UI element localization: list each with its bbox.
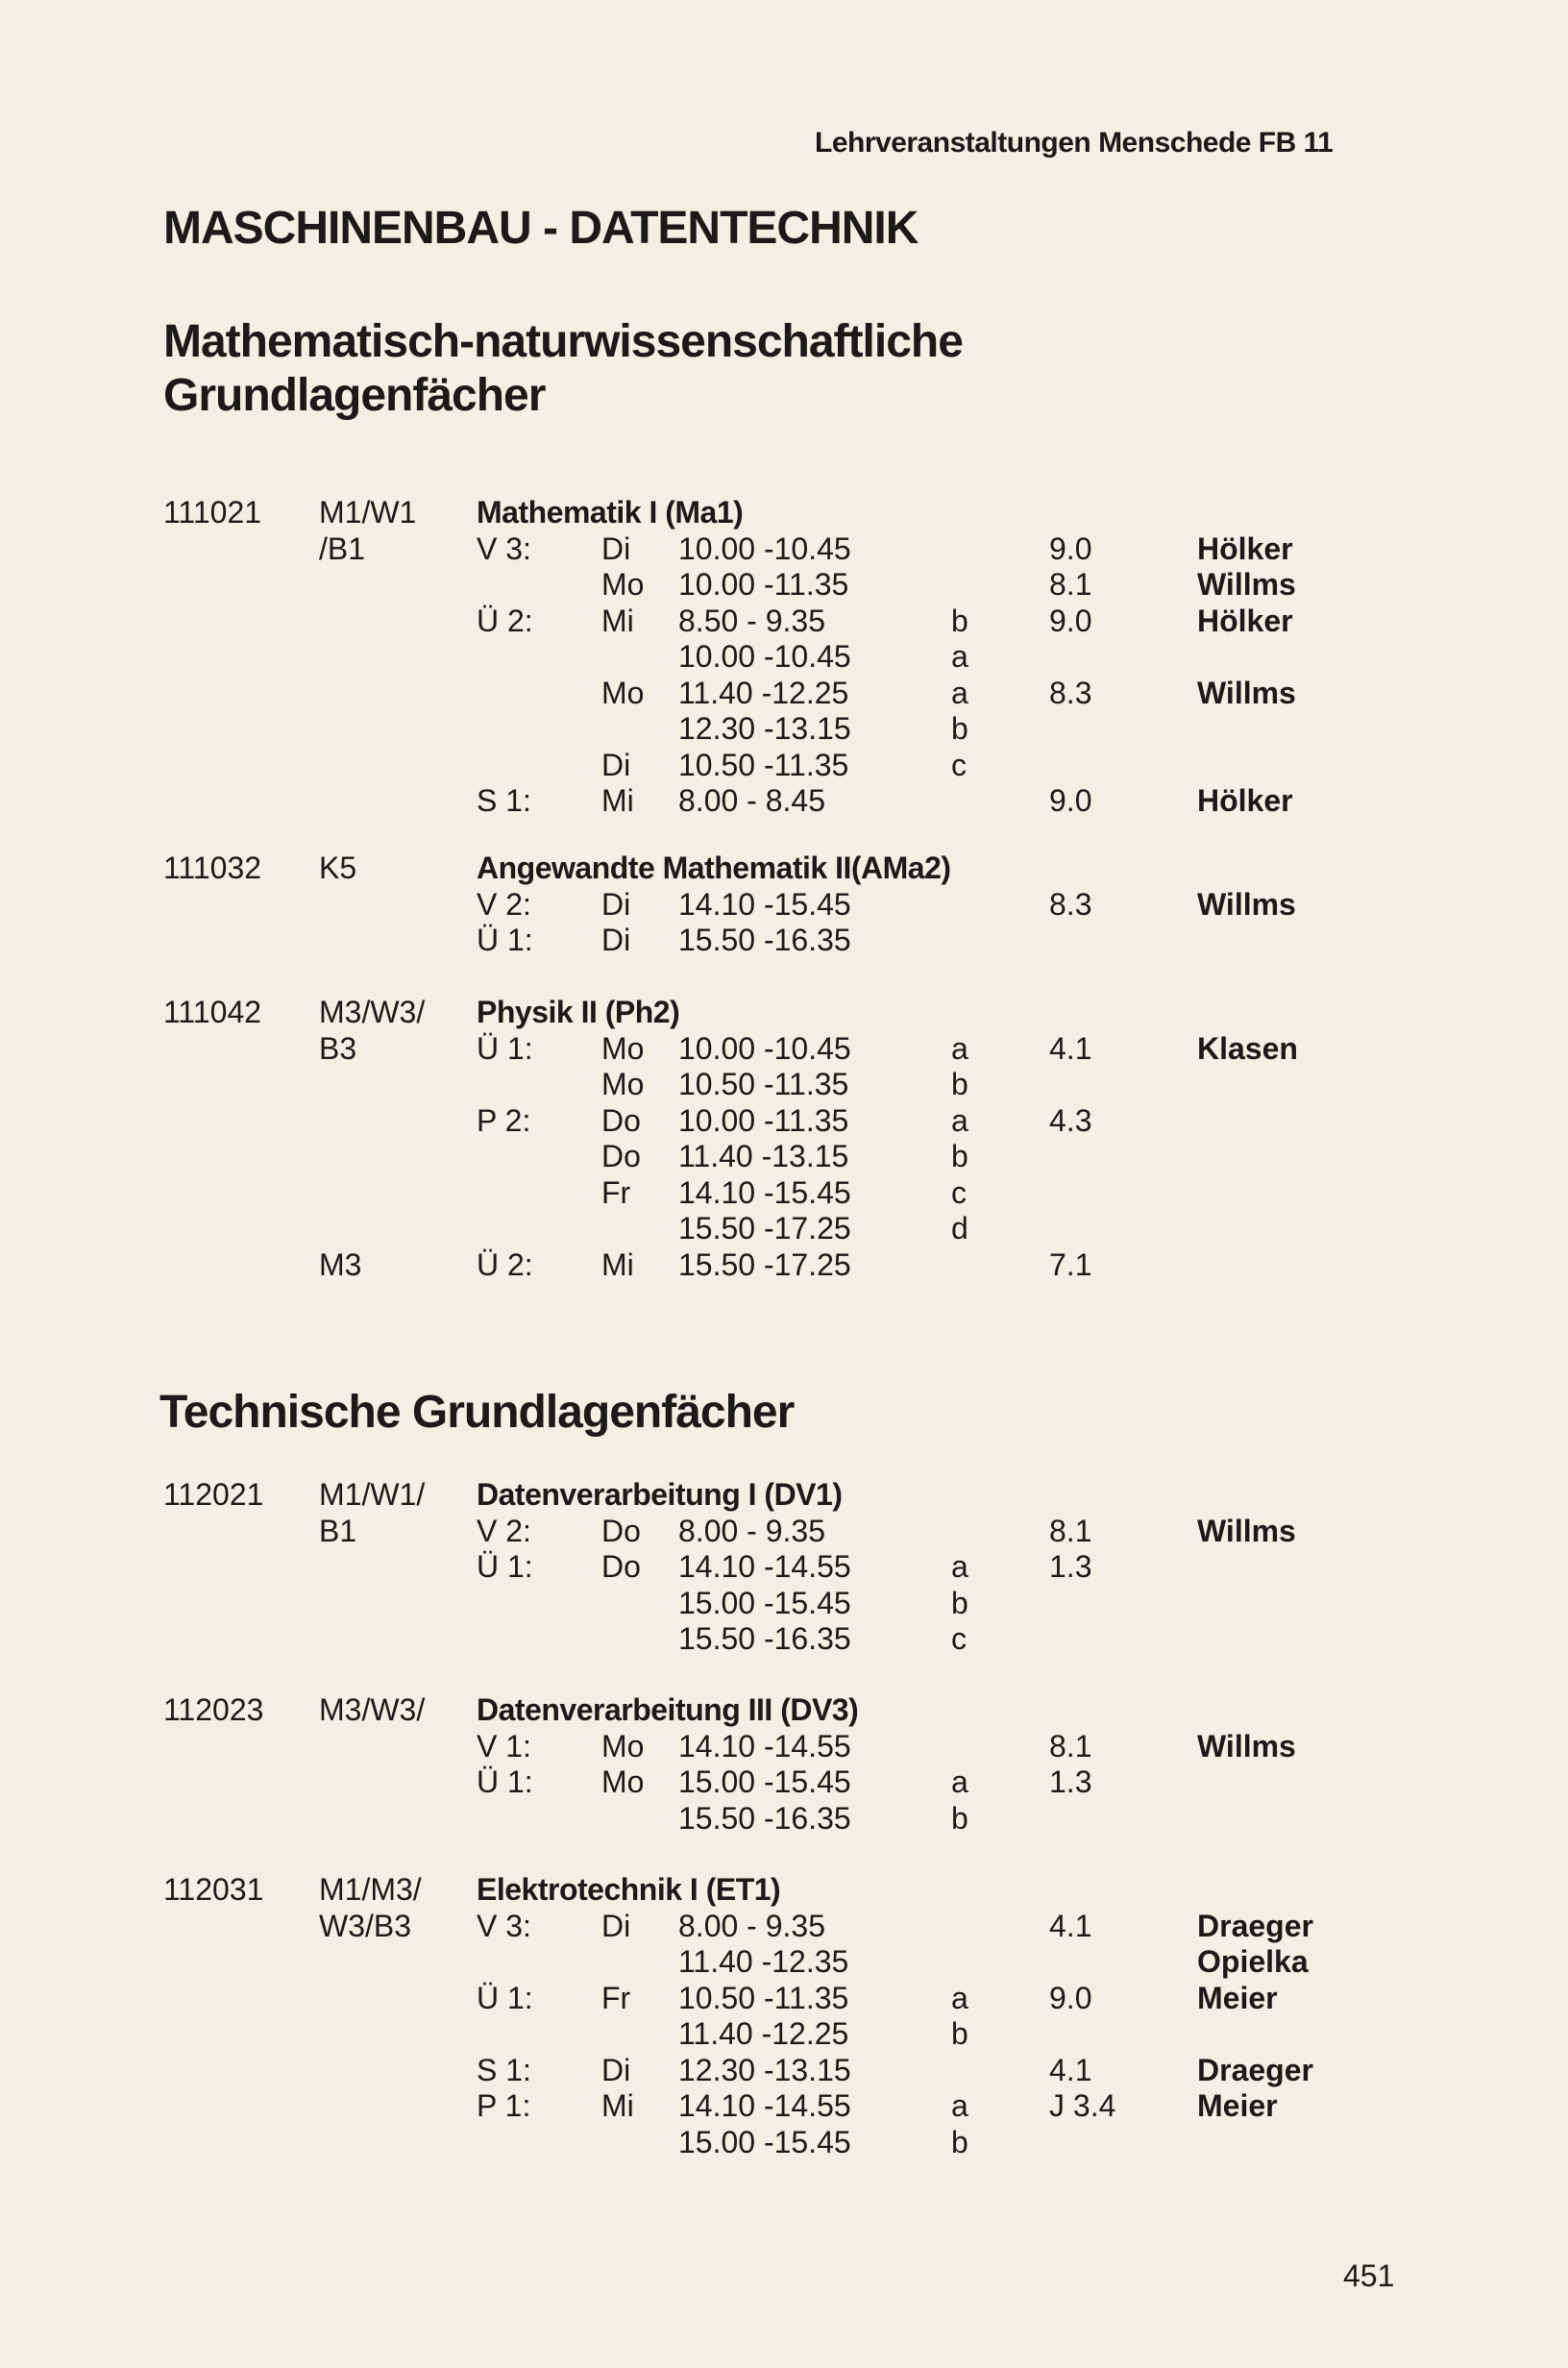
event-time: 15.00 -15.45 bbox=[678, 1764, 851, 1799]
event-room: 1.3 bbox=[1049, 1549, 1092, 1584]
schedule-row bbox=[0, 2016, 1568, 2052]
schedule-row bbox=[0, 1031, 1568, 1067]
event-type: Ü 1: bbox=[477, 1764, 533, 1799]
schedule-row bbox=[0, 711, 1568, 747]
schedule-row bbox=[0, 1549, 1568, 1585]
event-group: b bbox=[951, 1800, 968, 1836]
event-type: V 2: bbox=[477, 1513, 531, 1548]
event-day: Mo bbox=[601, 1067, 645, 1101]
schedule-row bbox=[0, 1729, 1568, 1764]
schedule-row bbox=[0, 1067, 1568, 1102]
event-lecturer: Willms bbox=[1197, 675, 1296, 710]
event-group: a bbox=[951, 1102, 968, 1138]
section-heading bbox=[163, 315, 963, 423]
schedule-row bbox=[0, 2088, 1568, 2124]
course-code: 112023 bbox=[163, 1692, 264, 1727]
schedule-row bbox=[0, 531, 1568, 567]
section-heading-line: Mathematisch-naturwissenschaftliche bbox=[163, 316, 963, 367]
event-lecturer: Hölker bbox=[1197, 783, 1293, 818]
event-time: 11.40 -12.25 bbox=[678, 2016, 849, 2051]
event-group: a bbox=[951, 1980, 968, 2015]
schedule-row bbox=[0, 1103, 1568, 1139]
schedule-row bbox=[0, 1944, 1568, 1980]
schedule-row bbox=[0, 1586, 1568, 1621]
course-groups: M1/W1 bbox=[319, 495, 417, 530]
event-room: 8.3 bbox=[1049, 675, 1092, 710]
event-time: 8.00 - 9.35 bbox=[678, 1513, 825, 1548]
course-groups: M1/W1/ bbox=[319, 1477, 426, 1512]
event-room: 8.1 bbox=[1049, 1513, 1092, 1548]
event-time: 15.50 -16.35 bbox=[678, 923, 851, 957]
event-group: a bbox=[951, 639, 968, 674]
section-heading bbox=[159, 1386, 794, 1440]
course-groups: B1 bbox=[319, 1513, 357, 1548]
event-room: 4.1 bbox=[1049, 1908, 1092, 1943]
event-lecturer: Klasen bbox=[1197, 1030, 1298, 1066]
event-time: 10.00 -10.45 bbox=[678, 639, 851, 674]
schedule-row bbox=[0, 604, 1568, 639]
event-day: Di bbox=[601, 747, 631, 782]
event-time: 11.40 -12.35 bbox=[678, 1944, 849, 1979]
event-time: 14.10 -14.55 bbox=[678, 2088, 851, 2123]
event-room: 8.3 bbox=[1049, 886, 1092, 922]
event-day: Mi bbox=[601, 2088, 634, 2123]
course-title: Datenverarbeitung I (DV1) bbox=[477, 1477, 843, 1512]
event-room: 8.1 bbox=[1049, 567, 1092, 602]
schedule-row bbox=[0, 567, 1568, 603]
event-time: 10.50 -11.35 bbox=[678, 1067, 849, 1101]
course-code: 111032 bbox=[163, 851, 262, 885]
event-room: 1.3 bbox=[1049, 1764, 1092, 1799]
schedule-row bbox=[0, 1514, 1568, 1549]
course-code: 111021 bbox=[163, 495, 262, 530]
course-code: 112021 bbox=[163, 1477, 264, 1512]
schedule-row bbox=[0, 748, 1568, 783]
course-header-row bbox=[0, 1477, 1568, 1513]
event-lecturer: Meier bbox=[1197, 2088, 1278, 2123]
event-day: Mo bbox=[601, 567, 645, 602]
event-room: 4.1 bbox=[1049, 1030, 1092, 1066]
event-time: 14.10 -14.55 bbox=[678, 1549, 851, 1584]
course-header-row bbox=[0, 851, 1568, 886]
event-time: 12.30 -13.15 bbox=[678, 2052, 851, 2087]
event-day: Di bbox=[601, 530, 631, 566]
section-heading-line: Grundlagenfächer bbox=[163, 370, 546, 421]
event-time: 8.00 - 9.35 bbox=[678, 1908, 825, 1943]
course-title: Mathematik I (Ma1) bbox=[477, 495, 744, 530]
schedule-row bbox=[0, 1801, 1568, 1837]
event-time: 15.50 -17.25 bbox=[678, 1211, 851, 1246]
event-lecturer: Opielka bbox=[1197, 1944, 1309, 1979]
event-room: 9.0 bbox=[1049, 1980, 1092, 2015]
event-type: P 1: bbox=[477, 2088, 531, 2123]
section-heading-line: Technische Grundlagenfächer bbox=[159, 1387, 795, 1438]
event-time: 10.00 -11.35 bbox=[678, 567, 849, 602]
event-type: Ü 1: bbox=[477, 1549, 533, 1584]
event-time: 11.40 -12.25 bbox=[678, 675, 849, 710]
event-type: V 3: bbox=[477, 1908, 531, 1943]
event-lecturer: Willms bbox=[1197, 1513, 1296, 1548]
course-title: Elektrotechnik I (ET1) bbox=[477, 1872, 781, 1907]
event-group: b bbox=[951, 1139, 968, 1173]
event-group: c bbox=[951, 1174, 967, 1210]
event-day: Di bbox=[601, 923, 631, 957]
schedule-row bbox=[0, 1247, 1568, 1283]
event-time: 10.50 -11.35 bbox=[678, 1980, 849, 2015]
event-group: a bbox=[951, 2088, 968, 2123]
event-room: 8.1 bbox=[1049, 1728, 1092, 1764]
event-lecturer: Willms bbox=[1197, 567, 1296, 602]
course-groups: M3/W3/ bbox=[319, 995, 426, 1029]
event-time: 15.00 -15.45 bbox=[678, 1585, 851, 1620]
event-group: b bbox=[951, 2124, 968, 2159]
schedule-row bbox=[0, 783, 1568, 819]
event-type: S 1: bbox=[477, 2052, 531, 2087]
course-title: Datenverarbeitung III (DV3) bbox=[477, 1692, 859, 1727]
event-day: Mi bbox=[601, 1246, 634, 1282]
event-day: Mi bbox=[601, 603, 634, 638]
event-time: 10.50 -11.35 bbox=[678, 747, 849, 782]
event-time: 8.50 - 9.35 bbox=[678, 603, 825, 638]
event-room: 4.3 bbox=[1049, 1102, 1092, 1138]
course-header-row bbox=[0, 1872, 1568, 1908]
course-title: Physik II (Ph2) bbox=[477, 995, 680, 1029]
event-room: 9.0 bbox=[1049, 530, 1092, 566]
course-title: Angewandte Mathematik II(AMa2) bbox=[477, 851, 951, 885]
event-type: Ü 1: bbox=[477, 1980, 533, 2015]
event-day: Mo bbox=[601, 675, 645, 710]
event-day: Mo bbox=[601, 1764, 645, 1799]
event-day: Fr bbox=[601, 1980, 631, 2015]
event-lecturer: Meier bbox=[1197, 1980, 1278, 2015]
course-header-row bbox=[0, 995, 1568, 1030]
event-type: V 1: bbox=[477, 1728, 531, 1764]
event-room: 9.0 bbox=[1049, 783, 1092, 818]
event-lecturer: Willms bbox=[1197, 1728, 1296, 1764]
event-group: b bbox=[951, 711, 968, 746]
schedule-row bbox=[0, 676, 1568, 711]
page-number: 451 bbox=[1343, 2258, 1395, 2293]
event-group: b bbox=[951, 603, 968, 638]
course-groups: M3 bbox=[319, 1246, 362, 1282]
schedule-row bbox=[0, 887, 1568, 923]
event-day: Mo bbox=[601, 1030, 645, 1066]
event-day: Fr bbox=[601, 1174, 631, 1210]
event-day: Di bbox=[601, 1908, 631, 1943]
event-time: 10.00 -10.45 bbox=[678, 1030, 851, 1066]
event-room: J 3.4 bbox=[1049, 2088, 1116, 2123]
event-time: 15.00 -15.45 bbox=[678, 2124, 851, 2159]
event-day: Mo bbox=[601, 1728, 645, 1764]
event-type: Ü 1: bbox=[477, 1030, 533, 1066]
event-type: Ü 2: bbox=[477, 1246, 533, 1282]
event-day: Do bbox=[601, 1513, 641, 1548]
event-group: a bbox=[951, 1549, 968, 1584]
event-group: a bbox=[951, 1764, 968, 1799]
page-title: MASCHINENBAU - DATENTECHNIK bbox=[163, 203, 919, 254]
event-group: c bbox=[951, 747, 967, 782]
schedule-row bbox=[0, 1909, 1568, 1944]
event-day: Di bbox=[601, 2052, 631, 2087]
course-groups: M3/W3/ bbox=[319, 1692, 426, 1727]
event-room: 7.1 bbox=[1049, 1246, 1092, 1282]
event-type: P 2: bbox=[477, 1102, 531, 1138]
schedule-row bbox=[0, 1175, 1568, 1211]
schedule-row bbox=[0, 2053, 1568, 2088]
event-lecturer: Draeger bbox=[1197, 1908, 1313, 1943]
event-day: Do bbox=[601, 1139, 641, 1173]
schedule-row bbox=[0, 639, 1568, 675]
course-code: 111042 bbox=[163, 995, 262, 1029]
event-group: b bbox=[951, 2016, 968, 2051]
schedule-row bbox=[0, 1764, 1568, 1800]
schedule-row bbox=[0, 2125, 1568, 2160]
event-time: 10.00 -11.35 bbox=[678, 1102, 849, 1138]
event-time: 15.50 -16.35 bbox=[678, 1621, 851, 1656]
course-groups: /B1 bbox=[319, 530, 366, 566]
event-group: b bbox=[951, 1067, 968, 1101]
course-header-row bbox=[0, 1692, 1568, 1728]
course-code: 112031 bbox=[163, 1872, 264, 1907]
event-room: 4.1 bbox=[1049, 2052, 1092, 2087]
schedule-row bbox=[0, 923, 1568, 958]
course-header-row bbox=[0, 495, 1568, 530]
event-group: b bbox=[951, 1585, 968, 1620]
event-time: 10.00 -10.45 bbox=[678, 530, 851, 566]
event-type: V 2: bbox=[477, 886, 531, 922]
event-lecturer: Hölker bbox=[1197, 603, 1293, 638]
event-day: Di bbox=[601, 886, 631, 922]
event-room: 9.0 bbox=[1049, 603, 1092, 638]
event-day: Do bbox=[601, 1549, 641, 1584]
event-type: S 1: bbox=[477, 783, 531, 818]
event-type: V 3: bbox=[477, 530, 531, 566]
event-group: a bbox=[951, 675, 968, 710]
event-time: 14.10 -14.55 bbox=[678, 1728, 851, 1764]
schedule-row bbox=[0, 1211, 1568, 1246]
event-time: 15.50 -16.35 bbox=[678, 1800, 851, 1836]
event-group: a bbox=[951, 1030, 968, 1066]
schedule-row bbox=[0, 1981, 1568, 2016]
event-day: Do bbox=[601, 1102, 641, 1138]
event-type: Ü 2: bbox=[477, 603, 533, 638]
schedule-row bbox=[0, 1139, 1568, 1174]
course-groups: M1/M3/ bbox=[319, 1872, 422, 1907]
event-lecturer: Draeger bbox=[1197, 2052, 1313, 2087]
event-time: 11.40 -13.15 bbox=[678, 1139, 849, 1173]
event-day: Mi bbox=[601, 783, 634, 818]
event-type: Ü 1: bbox=[477, 923, 533, 957]
event-group: c bbox=[951, 1621, 967, 1656]
event-time: 15.50 -17.25 bbox=[678, 1246, 851, 1282]
event-time: 14.10 -15.45 bbox=[678, 1174, 851, 1210]
running-header: Lehrveranstaltungen Menschede FB 11 bbox=[815, 127, 1334, 159]
course-groups: K5 bbox=[319, 851, 357, 885]
course-groups: B3 bbox=[319, 1030, 357, 1066]
event-group: d bbox=[951, 1211, 968, 1246]
event-lecturer: Willms bbox=[1197, 886, 1296, 922]
event-time: 8.00 - 8.45 bbox=[678, 783, 825, 818]
event-lecturer: Hölker bbox=[1197, 530, 1293, 566]
schedule-row bbox=[0, 1621, 1568, 1657]
course-groups: W3/B3 bbox=[319, 1908, 412, 1943]
event-time: 12.30 -13.15 bbox=[678, 711, 851, 746]
event-time: 14.10 -15.45 bbox=[678, 886, 851, 922]
